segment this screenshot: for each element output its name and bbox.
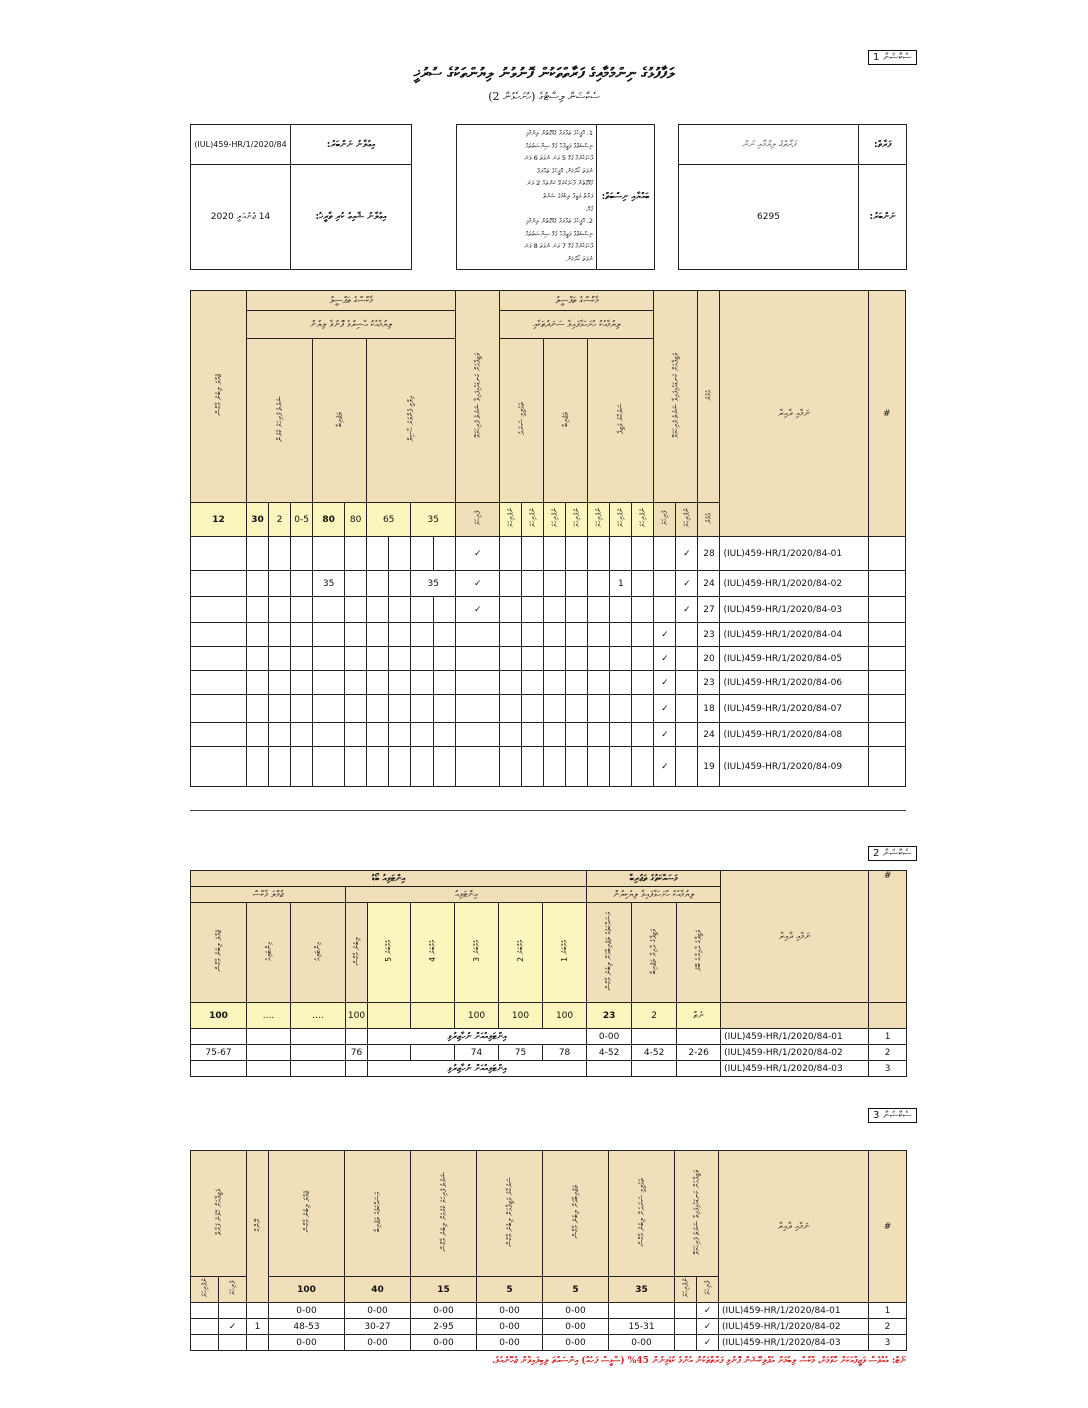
t3-h-experience: ތަޖުރިބާއަށް ލިބުނު މާކްސް [543, 1151, 609, 1277]
t1-age: 19 [698, 747, 720, 787]
t3-total: 0-00 [269, 1335, 345, 1351]
t1-tick: ✓ [654, 723, 676, 747]
t2-h-m3: މެމްބަރު 3 [455, 903, 499, 1003]
t2-h-exp-a: ވަޒީފާގެ ދާއިރާ ތަޖުރިބާ [632, 903, 677, 1003]
t1-sub: ނުފުރިހަމަ [522, 503, 544, 537]
t3-govt: 0-00 [477, 1303, 543, 1319]
table-2 [190, 870, 907, 1077]
t3-tick: ✓ [697, 1319, 719, 1335]
t3-govt: 0-00 [477, 1335, 543, 1351]
t2-h-marks: ލިބުނު މާކްސް [346, 903, 368, 1003]
t2-weight: 100 [191, 1003, 247, 1029]
info-line: ނިސްބަތްވާ ވަޒީފާއާ ގުޅޭ ސިޔާސަތުތައް [525, 141, 593, 150]
t2-h-int1: އިންޓަވިއު [247, 903, 291, 1003]
t1-age: 24 [698, 723, 720, 747]
t1-cell [191, 537, 247, 571]
t1-age: 23 [698, 671, 720, 695]
t2-marks: 76 [346, 1045, 368, 1061]
t2-code: (IUL)459-HR/1/2020/84-03 [721, 1061, 869, 1077]
t1-weight: 80 [313, 503, 345, 537]
t3-weight: 5 [477, 1277, 543, 1303]
t1-sub: ނުފުރިހަމަ [632, 503, 654, 537]
page-subtitle: ސެކްޝަން ލިސްޓުގެ (ހުށަހެޅުން 2) [488, 90, 600, 103]
t2-row-num: 1 [869, 1029, 907, 1045]
t1-left-h2: ތަޖުރިބާ [313, 339, 367, 503]
info-line: ފާހަގަކުރުމާ ގުޅޭ 7 ވަނަ ނުވަތަ 8 ވަނަ [524, 242, 593, 251]
t1-sub: ނުފުރިހަމަ [588, 503, 610, 537]
t3-experience: 0-00 [543, 1303, 609, 1319]
info-box-right [678, 124, 907, 270]
t1-weight: 65 [367, 503, 411, 537]
t3-criteria-marks: 0-00 [411, 1303, 477, 1319]
t1-code: (IUL)459-HR/1/2020/84-03 [720, 597, 868, 623]
t3-education [609, 1303, 675, 1319]
t3-h-total: ޖުމްލަ ލިބުނު މާކްސް [269, 1151, 345, 1277]
t2-weight: 100 [543, 1003, 587, 1029]
t3-govt: 0-00 [477, 1319, 543, 1335]
info-line: ނުވަތަ ހޯދުމަށް. [565, 254, 593, 263]
t2-weight: 23 [587, 1003, 632, 1029]
t1-weight: 12 [191, 503, 247, 537]
t3-rank [247, 1335, 269, 1351]
t3-code: (IUL)459-HR/1/2020/84-02 [719, 1319, 869, 1335]
announcement-number-label: އިޢުލާނު ނަންބަރު: [291, 125, 412, 165]
t3-selected: ✓ [219, 1319, 247, 1335]
t1-code: (IUL)459-HR/1/2020/84-09 [720, 747, 868, 787]
t1-tick: ✓ [654, 671, 676, 695]
t3-exp: 0-00 [345, 1335, 411, 1351]
t3-weight: 15 [411, 1277, 477, 1303]
t3-selected [219, 1335, 247, 1351]
t2-hash-header: # [869, 871, 907, 1003]
info-box-middle [456, 124, 655, 270]
t3-rank: 1 [247, 1319, 269, 1335]
t2-m3: 74 [455, 1045, 499, 1061]
t1-age: 18 [698, 695, 720, 723]
table-3 [190, 1150, 907, 1351]
t2-group-right: މަސައްކަތުގެ ތަޖުރިބާ [587, 871, 721, 887]
t3-h-govt: ސަރުކާރު ވަޒީފާއަށް ލިބުނު މާކްސް [477, 1151, 543, 1277]
t2-exp-a: 4-52 [632, 1045, 677, 1061]
t2-h-exp-b: ވަޒީފާގެ ދާއިރާގެ ބޭރު [677, 903, 721, 1003]
announcement-number: (IUL)459-HR/1/2020/84 [191, 125, 291, 165]
t3-criteria-marks: 2-95 [411, 1319, 477, 1335]
t1-criteria-header-mid: ވަޒީފާއަށް ކަނޑައެޅިފައިވާ ޝަރުތު ފުރިހަމަވޭ [456, 291, 500, 503]
t3-sub: ފުރިހަމަ [219, 1277, 247, 1303]
t1-yes-no: ނުފުރިހަމަ [676, 503, 698, 537]
t1-age-header: އުމުރު [698, 291, 720, 503]
info-right-label2: ނަންބަރު: [859, 165, 907, 270]
t3-rank [247, 1303, 269, 1319]
t3-sub: ނުފުރިހަމަ [675, 1277, 697, 1303]
t1-left-h1: ޝަރުތު ފުރިހަމަ ކުރުން [247, 339, 313, 503]
t3-h-criteria-marks: ޝަރުތު ފުރިހަމަ ކުރުމަށް ލިބުނު މާކްސް [411, 1151, 477, 1277]
t1-tick: ✓ [456, 537, 500, 571]
section3-label: ސެކްޝަން 3 [868, 1108, 917, 1123]
t1-tick: ✓ [654, 695, 676, 723]
t2-m2: 75 [499, 1045, 543, 1061]
t1-age: 20 [698, 647, 720, 671]
t2-weight: .... [247, 1003, 291, 1029]
t1-hash-header: # [868, 291, 905, 537]
t1-code: (IUL)459-HR/1/2020/84-06 [720, 671, 868, 695]
t1-value: 35 [411, 571, 456, 597]
t1-weight: 2 [269, 503, 291, 537]
page-title: ލަފާފުޅުގެ ނިންމުމާއިގެ ފަރާތްތަކުން ފޮނުވުނު ލިޔުންތަކުގެ ސުރުޚީ [413, 64, 675, 82]
t2-name-header: ނަމާއި ދާއިރާ [721, 871, 869, 1003]
section-divider [190, 810, 906, 811]
t3-name-header: ނަމާއި ދާއިރާ [719, 1151, 869, 1303]
t3-education: 0-00 [609, 1335, 675, 1351]
t1-left-h3: ޢިލްމީ ފެންވަރު ޙާޞިލް [367, 339, 456, 503]
t1-weight: 35 [411, 503, 456, 537]
t3-exp: 30-27 [345, 1319, 411, 1335]
t1-value: 35 [313, 571, 345, 597]
t1-sub: ނުފުރިހަމަ [610, 503, 632, 537]
info-line: ފާހަގަކުރުމާ ގުޅޭ 5 ވަނަ ނުވަތަ 6 ވަނަ [524, 154, 593, 163]
t2-h-m2: މެމްބަރު 2 [499, 903, 543, 1003]
t3-h-exp: މަސައްކަތުގެ ތަޖުރިބާ [345, 1151, 411, 1277]
section1-label: ސެކްޝަން 1 [868, 50, 917, 65]
info-middle-text [457, 125, 597, 270]
info-line: ފަރާތް ވަޒީފާ ލިބުމުގެ ޝަރުތު [543, 191, 593, 200]
t1-yes-no: ނުފުރިހަމަ [500, 503, 522, 537]
t3-total: 48-53 [269, 1319, 345, 1335]
t2-row-num: 2 [869, 1045, 907, 1061]
t3-exp: 0-00 [345, 1303, 411, 1319]
t1-tick: ✓ [654, 647, 676, 671]
t1-sub: ނުފުރިހަމަ [566, 503, 588, 537]
t1-sub: ނުފުރިހަމަ [544, 503, 566, 537]
t2-weight: 100 [455, 1003, 499, 1029]
t1-value: 1 [610, 571, 632, 597]
t3-criteria-marks: 0-00 [411, 1335, 477, 1351]
t2-sub-left-a: ޖުމްލަ މާކްސް [191, 887, 346, 903]
t1-age: 23 [698, 623, 720, 647]
t3-tick: ✓ [697, 1303, 719, 1319]
info-right-value1: ފަރާތްގެ ލިޔުމާއި ނަން [679, 125, 859, 165]
t3-row-num: 3 [869, 1335, 907, 1351]
t2-h-total: ޖުމްލަ ލިބުނު މާކްސް [191, 903, 247, 1003]
t3-sub: ފުރިހަމަ [697, 1277, 719, 1303]
t3-education: 15-31 [609, 1319, 675, 1335]
t1-weight: 30 [247, 503, 269, 537]
t3-selected [219, 1303, 247, 1319]
table-1 [190, 290, 906, 787]
t1-weight: 0-5 [291, 503, 313, 537]
t2-h-m1: މެމްބަރު 1 [543, 903, 587, 1003]
t2-sub-left-b: އިންޓަވިއު [346, 887, 587, 903]
t2-weight: 100 [499, 1003, 543, 1029]
t1-age: 24 [698, 571, 720, 597]
t3-row-num: 1 [869, 1303, 907, 1319]
info-line: 1. އޮފީހުގެ ތަޢާރަފާ ގުޅޭގޮތުން ލިޔުމާއި [525, 129, 593, 137]
t3-weight: 40 [345, 1277, 411, 1303]
info-middle-label: ބައްޔާއި ނިސްބަތް: [597, 125, 655, 270]
t1-age: 28 [698, 537, 720, 571]
info-line: ނުވަތަ ހޯދުމަށް، އޮފީހުގެ ތަޢާރަފާ [536, 166, 593, 175]
t3-weight: 35 [609, 1277, 675, 1303]
t3-experience: 0-00 [543, 1319, 609, 1335]
announcement-date: 14 ޖެނުއަރީ 2020 [191, 165, 291, 270]
t1-name-header: ނަމާއި ދާއިރާ [720, 291, 868, 537]
t1-criteria-header-right: ވަޒީފާއަށް ކަނޑައެޅިފައިވާ ޝަރުތު ފުރިހަމަވޭ [654, 291, 698, 503]
t1-yes-no: ފުރިހަމަ [654, 503, 676, 537]
t1-code: (IUL)459-HR/1/2020/84-05 [720, 647, 868, 671]
t1-right-h3: ސަރުކާރު ވަޒީފާ [588, 339, 654, 503]
t2-m1: 78 [543, 1045, 587, 1061]
t3-h-education: ތަޢުލީމީ ސަނަދަށް ލިބުނު މާކްސް [609, 1151, 675, 1277]
t3-total: 0-00 [269, 1303, 345, 1319]
t1-group-right-title: މާކްސްގެ ތަފްސީލު [500, 291, 654, 311]
t1-right-h1: ތަޢުލީމީ ސަނަދު [500, 339, 544, 503]
t2-h-int2: އިންޓަވިއު [291, 903, 346, 1003]
t1-code: (IUL)459-HR/1/2020/84-02 [720, 571, 868, 597]
t1-group-left-sub: ލިޔުމާއެކު ޙާޟިރުވެ ފޮނުވާ ލިޔުން [247, 311, 456, 339]
info-line: 2. އޮފީހުގެ ތަޢާރަފާ ގުޅޭގޮތުން ލިޔުމާއި [525, 217, 593, 226]
t2-exp-total: 4-52 [587, 1045, 632, 1061]
t1-tick: ✓ [654, 747, 676, 787]
announcement-date-label: އިޢުލާނު ޝާއިޢު ކުރި ތާރީޚު: [291, 165, 412, 270]
t1-weight: 80 [345, 503, 367, 537]
t3-hash-header: # [869, 1151, 907, 1303]
t1-tick: ✓ [456, 571, 500, 597]
t2-code: (IUL)459-HR/1/2020/84-01 [721, 1029, 869, 1045]
t2-group-left: އިންޓަވިއު ބޯޑު [191, 871, 587, 887]
t3-code: (IUL)459-HR/1/2020/84-03 [719, 1335, 869, 1351]
t1-group-right-sub: ލިޔުމާއެކު ހުށަހަޅާފައިވާ ސަނަދުތަކާއި [500, 311, 654, 339]
t1-tick: ✓ [676, 597, 698, 623]
t2-exp-b: 2-26 [677, 1045, 721, 1061]
t1-group-left-title: މާކްސްގެ ތަފްސީލު [247, 291, 456, 311]
t2-weight: .... [291, 1003, 346, 1029]
section2-label: ސެކްޝަން 2 [868, 846, 917, 861]
t2-absent: އިންޓަވިއުއަށް ނުހާޒިރުވި [368, 1029, 587, 1045]
t2-absent: އިންޓަވިއުއަށް ނުހާޒިރުވި [368, 1061, 587, 1077]
footer-note: ނޯޓް: އެއްވެސް ވަޒީފާއަކަށް ހޮވުމަށް، މާކްސް ލިބުމަށް އެޕްލިކޭޝަން ފޮނުވި ފަރާތްތަކުން އެންމެ ކުޑަމިނުން 45% (ސާޅީސް ފަހެއް) އިންސައްތަ ލިބިފައިވާން ޖެހޭނެއެވެ. [492, 1356, 906, 1366]
t1-age: 27 [698, 597, 720, 623]
t2-h-m5: މެމްބަރު 5 [368, 903, 411, 1003]
t2-weight: ނެތް [677, 1003, 721, 1029]
t3-row-num: 2 [869, 1319, 907, 1335]
t2-sub-right: ލިޔުމާއެކު ހުށަހަޅާފައިވާ ލިޔެކިޔުން [587, 887, 721, 903]
t2-h-m4: މެމްބަރު 4 [411, 903, 455, 1003]
t3-h-criteria: ވަޒީފާއަށް ކަނޑައެޅިފައިވާ ޝަރުތު ފުރިހަމަވޭ [675, 1151, 719, 1277]
t3-weight: 5 [543, 1277, 609, 1303]
t3-code: (IUL)459-HR/1/2020/84-01 [719, 1303, 869, 1319]
t1-tick: ✓ [456, 597, 500, 623]
t1-code: (IUL)459-HR/1/2020/84-07 [720, 695, 868, 723]
t3-experience: 0-00 [543, 1335, 609, 1351]
t3-tick: ✓ [697, 1335, 719, 1351]
t2-total: 75-67 [191, 1045, 247, 1061]
t1-age-sub: އުމުރު [698, 503, 720, 537]
info-right-value2: 6295 [679, 165, 859, 270]
t2-row-num: 3 [869, 1061, 907, 1077]
t1-code: (IUL)459-HR/1/2020/84-04 [720, 623, 868, 647]
t2-code: (IUL)459-HR/1/2020/84-02 [721, 1045, 869, 1061]
t3-h-rank: ރޭންކް [247, 1151, 269, 1303]
info-line: ނިސްބަތްވާ ވަޒީފާއާ ގުޅޭ ސިޔާސަތުތައް [525, 229, 593, 238]
t1-code: (IUL)459-HR/1/2020/84-08 [720, 723, 868, 747]
t2-exp-total: 0-00 [587, 1029, 632, 1045]
info-line: ގުޅޭ. [585, 204, 593, 213]
info-right-label1: ފަރާތް: [859, 125, 907, 165]
t1-code: (IUL)459-HR/1/2020/84-01 [720, 537, 868, 571]
t2-weight: 2 [632, 1003, 677, 1029]
t3-sub: ނުފުރިހަމަ [191, 1277, 219, 1303]
info-box-left [190, 124, 412, 270]
t3-weight: 100 [269, 1277, 345, 1303]
t1-tick: ✓ [676, 537, 698, 571]
t1-tick: ✓ [676, 571, 698, 597]
info-line: ގުޅޭގޮތުން ފާހަގަކުރެވޭ ކަންތައް 2 ވަނަ [526, 179, 593, 188]
t2-h-exp-total: މަސައްކަތުގެ ތަޖުރިބާއަށް ލިބުނު މާކްސް [587, 903, 632, 1003]
t1-tick: ✓ [654, 623, 676, 647]
t3-h-selected: ވަޒީފާއަށް ހޮވުނު ފަރާތް [191, 1151, 247, 1277]
t1-final-header: ޖުމްލަ ލިބުނު މާކްސް [191, 291, 247, 503]
t2-weight: 100 [346, 1003, 368, 1029]
t1-yes-no: ފުރިހަމަ [456, 503, 500, 537]
t1-right-h2: ތަޖުރިބާ [544, 339, 588, 503]
